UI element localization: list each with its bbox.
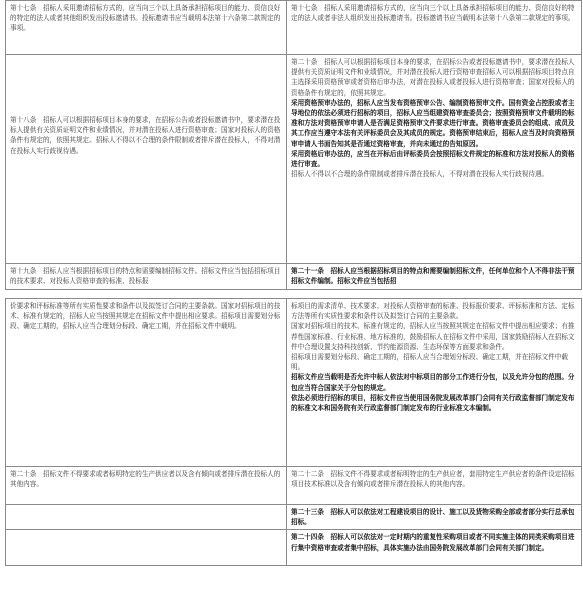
- right-cell: [287, 1, 582, 55]
- table-row: [6, 299, 582, 467]
- comparison-table: [5, 0, 582, 566]
- left-cell: [6, 264, 287, 290]
- right-text: 第二十二条 招标文件不得要求或者标明特定的生产供应者，套用特定生产供应者的条件设定招标项目技术标准以及含有倾向或者排斥潜在投标人的其他内容。: [291, 470, 575, 489]
- table-row: [6, 467, 582, 505]
- right-paragraph: 招标项目需要划分标段、确定工期的，招标人应当合理划分标段、确定工期，并在招标文件中载明。: [291, 353, 568, 372]
- right-paragraph: 招标文件应当载明是否允许中标人依法对中标项目的部分工作进行分包，以及允许分包的范围。分包应当符合国家关于分包的规定。: [291, 373, 575, 392]
- left-cell: [6, 1, 287, 55]
- left-cell: [6, 55, 287, 264]
- left-cell: [6, 299, 287, 467]
- right-cell: [287, 299, 582, 467]
- left-text: 价要求和评标标准等所有实质性要求和条件以及拟签订合同的主要条款。国家对招标项目的技术、标准有规定的，招标人应当按照其规定在招标文件中提出相应要求。招标项目需要划分标段、确定工期的，招标人应当合理划分标段、确定工期，并在招标文件中载明。: [10, 302, 281, 331]
- right-cell: [287, 264, 582, 290]
- table-row: [6, 505, 582, 530]
- right-paragraph: 国家对招标项目的技术、标准有规定的，招标人应当按照其规定在招标文件中提出相应要求；有推荐性国家标准、行业标准、地方标准的，鼓励招标人在招标文件中采用，国家鼓励招标人在招标文件中合理设置支持科技创新、节约能源资源、生态环保等方面要求和条件。: [291, 322, 575, 351]
- table-row: [6, 264, 582, 290]
- left-text: 第十七条 招标人采用邀请招标方式的，应当向三个以上具备承担招标项目的能力、资信良好的特定的法人或者其他组织发出投标邀请书。投标邀请书应当载明本法第十六条第二款规定的事项。: [10, 4, 281, 33]
- right-paragraph: 采用资格后审办法的，应当在开标后由评标委员会按照招标文件规定的标准和方法对投标人的资格进行审查。: [291, 149, 575, 169]
- right-cell: [287, 55, 582, 264]
- left-text: 第十八条 招标人可以根据招标项目本身的要求，在招标公告或者投标邀请书中，要求潜在投标人提供有关资质证明文件和业绩情况，并对潜在投标人进行资格审查；国家对投标人的资格条件有规定的，依照其规定。招标人不得以不合理的条件限制或者排斥潜在投标人，不得对潜在投标人实行歧视待遇。: [10, 116, 281, 155]
- left-cell: [6, 530, 287, 566]
- table-row: [6, 1, 582, 55]
- right-paragraph: 第二十条 招标人可以根据招标项目本身的要求，在招标公告或者投标邀请书中，要求潜在投标人提供有关资质证明文件和业绩情况，并对潜在投标人进行资格审查招标人可以根据招标项目特点自主选择采用资格预审或者资格后审办法，对潜在投标人或者投标人进行资格审查；国家对投标人的资格条件有规定的，依照其规定。: [291, 58, 575, 97]
- right-paragraph: 依法必须进行招标的项目，招标文件应当使用国务院发展改革部门会同有关行政监督部门制定发布的标准文本和国务院有关行政监督部门制定发布的行业标准文本编制。: [291, 393, 575, 413]
- right-text: 第十七条 招标人采用邀请招标方式的，应当向三个以上具备承担招标项目的能力、资信良好的特定的法人或者非法人组织发出投标邀请书。投标邀请书应当载明本法第十八条第二款规定的事项。: [291, 4, 575, 23]
- left-text: 第二十条 招标文件不得要求或者标明特定的生产供应者以及含有倾向或者排斥潜在投标人的其他内容。: [10, 470, 281, 489]
- right-cell: [287, 530, 582, 566]
- right-paragraph: 采用资格预审办法的，招标人应当发布资格预审公告、编制资格预审文件。国有资金占控股或者主导地位的依法必须进行招标的项目，招标人应当组建资格审查委员会；按照资格预审文件载明的标准和方法对资格预审申请人是否满足资格预审文件要求进行审查。资格审查委员会的组成、成员及其工作应当遵守本法有关评标委员会及其成员的规定。资格预审结束后，招标人应当及时向资格预审申请人书面告知其是否通过资格审查，并向未通过的告知原因。: [291, 98, 575, 148]
- left-text: 第十九条 招标人应当根据招标项目的特点和需要编制招标文件。招标文件应当包括招标项目的技术要求、对投标人资格审查的标准、投标报: [10, 267, 281, 286]
- right-paragraph: 招标人不得以不合理的条件限制或者排斥潜在投标人，不得对潜在投标人实行歧视待遇。: [291, 170, 549, 179]
- left-cell: [6, 467, 287, 505]
- right-paragraph: 标项目的需求清单、技术要求、对投标人资格审查的标准、投标报价要求、评标标准和方法、定标方法等所有实质性要求和条件以及拟签订合同的主要条款。: [291, 302, 575, 321]
- right-text: 第二十三条 招标人可以依法对工程建设项目的设计、施工以及货物采购全部或者部分实行总承包招标。: [291, 508, 575, 527]
- right-cell: [287, 505, 582, 530]
- page-break: [6, 290, 582, 299]
- table-row: [6, 55, 582, 264]
- right-cell: [287, 467, 582, 505]
- left-cell: [6, 505, 287, 530]
- table-row: [6, 530, 582, 566]
- right-text: 第二十一条 招标人应当根据招标项目的特点和需要编制招标文件，任何单位和个人不得非法干预招标文件编制。招标文件应当包括招: [291, 267, 575, 286]
- right-text: 第二十四条 招标人可以依法对一定时期内的重复性采购项目或者不同实施主体的同类采购项目进行集中资格审查或者集中招标，具体实施办法由国务院发展改革部门会同有关部门制定。: [291, 533, 575, 552]
